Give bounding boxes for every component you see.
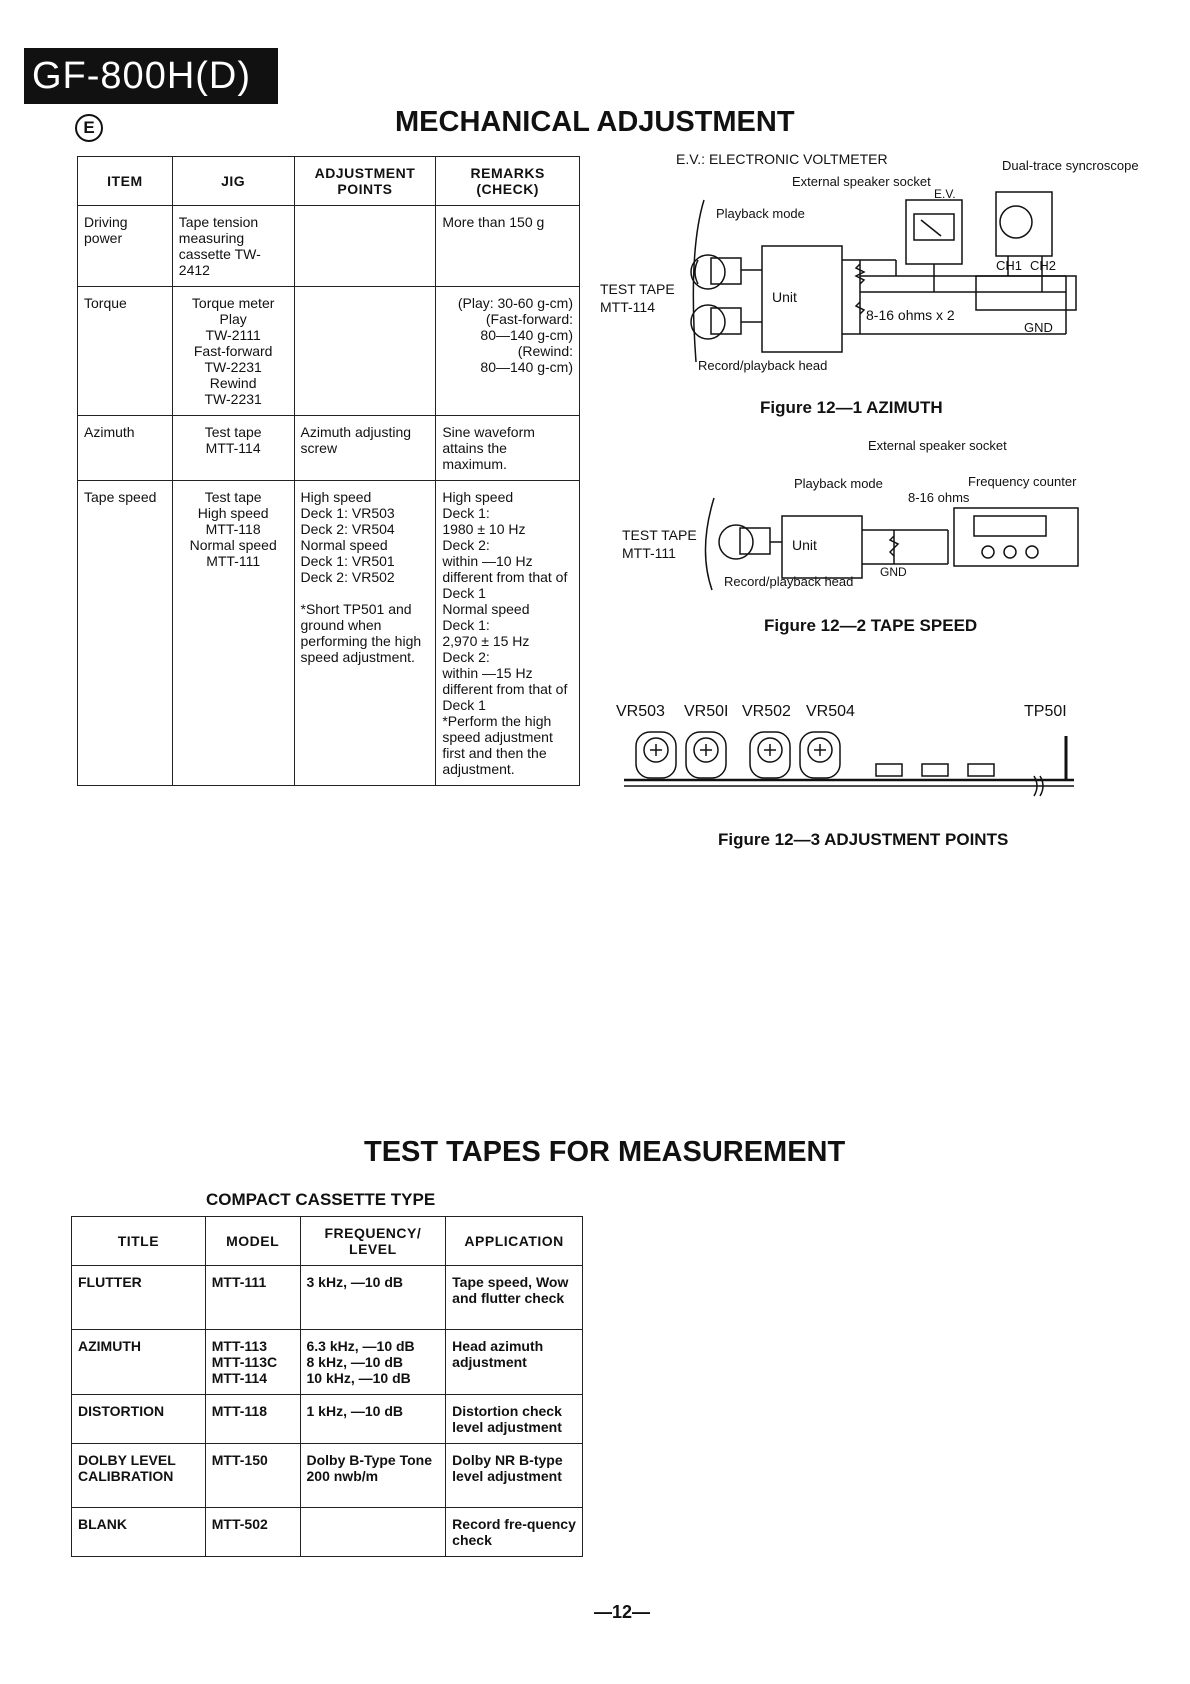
scope-box bbox=[996, 192, 1052, 256]
row-item: Azimuth bbox=[78, 416, 173, 481]
label-ch1: CH1 bbox=[996, 258, 1023, 273]
label-vr503: VR503 bbox=[616, 703, 665, 720]
row-points bbox=[294, 206, 436, 287]
label-unit: Unit bbox=[792, 537, 817, 553]
table-row bbox=[78, 416, 580, 481]
col-header-model: MODEL bbox=[205, 1217, 300, 1266]
col-header-adjustment-points: ADJUSTMENT POINTS bbox=[294, 157, 436, 206]
label-gnd: GND bbox=[880, 565, 907, 579]
row-model: MTT-502 bbox=[205, 1508, 300, 1557]
label-scope: Dual-trace syncroscope bbox=[1002, 158, 1139, 173]
label-tape-model: MTT-114 bbox=[600, 299, 655, 315]
figure-azimuth-diagram bbox=[596, 151, 1139, 392]
table-row bbox=[72, 1330, 583, 1395]
label-ohms: 8-16 ohms x 2 bbox=[866, 307, 955, 323]
row-application: Record fre-quency check bbox=[446, 1508, 583, 1557]
caption-figure-12-3: Figure 12—3 ADJUSTMENT POINTS bbox=[718, 830, 1009, 849]
row-application: Distortion check level adjustment bbox=[446, 1395, 583, 1444]
table-row bbox=[78, 481, 580, 786]
trimmer-vr504 bbox=[800, 732, 840, 778]
row-jig: Test tape MTT-114 bbox=[172, 416, 294, 481]
figure-adjustment-points-diagram bbox=[614, 696, 1084, 806]
label-ev: E.V. bbox=[934, 187, 956, 201]
test-tapes-table bbox=[71, 1216, 583, 1557]
table-header-row bbox=[72, 1217, 583, 1266]
label-ch2: CH2 bbox=[1030, 258, 1057, 273]
col-header-frequency: FREQUENCY/ LEVEL bbox=[300, 1217, 446, 1266]
row-frequency: 1 kHz, —10 dB bbox=[300, 1395, 446, 1444]
row-jig: Tape tension measuring cassette TW-2412 bbox=[172, 206, 294, 287]
label-ext-speaker: External speaker socket bbox=[868, 438, 1007, 453]
row-frequency bbox=[300, 1508, 446, 1557]
mechanical-adjustment-title: MECHANICAL ADJUSTMENT bbox=[395, 106, 795, 138]
page-number: —12— bbox=[594, 1602, 651, 1622]
model-badge: GF-800H(D) bbox=[24, 48, 278, 104]
row-item: Tape speed bbox=[78, 481, 173, 786]
table-row bbox=[78, 287, 580, 416]
row-remarks: High speed Deck 1: 1980 ± 10 Hz Deck 2: within —10 Hz different from that of Deck 1 Normal speed Deck 1: 2,970 ± 15 Hz Deck 2: within —15 Hz different from that of Deck 1 *Perform the high speed adjustment first and then the adjustment. bbox=[436, 481, 580, 786]
label-vr504: VR504 bbox=[806, 703, 855, 720]
col-header-title: TITLE bbox=[72, 1217, 206, 1266]
row-frequency: Dolby B-Type Tone 200 nwb/m bbox=[300, 1444, 446, 1508]
label-ohms: 8-16 ohms bbox=[908, 490, 970, 505]
row-item: Torque bbox=[78, 287, 173, 416]
table-row bbox=[78, 206, 580, 287]
caption-figure-12-2: Figure 12—2 TAPE SPEED bbox=[764, 616, 978, 635]
row-remarks: (Play: 30-60 g-cm) (Fast-forward: 80—140 g-cm) (Rewind: 80—140 g-cm) bbox=[436, 287, 580, 416]
row-title: DOLBY LEVEL CALIBRATION bbox=[72, 1444, 206, 1508]
label-tape-model: MTT-111 bbox=[622, 545, 676, 561]
row-application: Dolby NR B-type level adjustment bbox=[446, 1444, 583, 1508]
row-frequency: 6.3 kHz, —10 dB 8 kHz, —10 dB 10 kHz, —10 dB bbox=[300, 1330, 446, 1395]
table-row bbox=[72, 1444, 583, 1508]
label-test-tape: TEST TAPE bbox=[600, 281, 675, 297]
col-header-application: APPLICATION bbox=[446, 1217, 583, 1266]
row-application: Tape speed, Wow and flutter check bbox=[446, 1266, 583, 1330]
trimmer-vr501 bbox=[686, 732, 726, 778]
trimmer-vr503 bbox=[636, 732, 676, 778]
label-test-tape: TEST TAPE bbox=[622, 527, 697, 543]
row-title: AZIMUTH bbox=[72, 1330, 206, 1395]
row-remarks: Sine waveform attains the maximum. bbox=[436, 416, 580, 481]
row-title: FLUTTER bbox=[72, 1266, 206, 1330]
table-row bbox=[72, 1266, 583, 1330]
test-tapes-title: TEST TAPES FOR MEASUREMENT bbox=[364, 1136, 846, 1168]
label-tp501: TP50I bbox=[1024, 703, 1067, 720]
table-row bbox=[72, 1508, 583, 1557]
label-head: Record/playback head bbox=[698, 358, 828, 373]
row-jig: Test tape High speed MTT-118 Normal speed MTT-111 bbox=[172, 481, 294, 786]
row-title: DISTORTION bbox=[72, 1395, 206, 1444]
figure-tape-speed-diagram bbox=[618, 440, 1088, 610]
label-playback: Playback mode bbox=[794, 476, 883, 491]
label-vr501: VR50I bbox=[684, 703, 729, 720]
label-gnd: GND bbox=[1024, 320, 1053, 335]
row-model: MTT-118 bbox=[205, 1395, 300, 1444]
col-header-jig: JIG bbox=[172, 157, 294, 206]
label-vr502: VR502 bbox=[742, 703, 791, 720]
caption-figure-12-1: Figure 12—1 AZIMUTH bbox=[760, 398, 943, 417]
row-points: Azimuth adjusting screw bbox=[294, 416, 436, 481]
table-row bbox=[72, 1395, 583, 1444]
row-points: High speed Deck 1: VR503 Deck 2: VR504 Normal speed Deck 1: VR501 Deck 2: VR502 *Short TP501 and ground when performing the high speed adjustment. bbox=[294, 481, 436, 786]
row-model: MTT-111 bbox=[205, 1266, 300, 1330]
row-model: MTT-113 MTT-113C MTT-114 bbox=[205, 1330, 300, 1395]
row-item: Driving power bbox=[78, 206, 173, 287]
row-application: Head azimuth adjustment bbox=[446, 1330, 583, 1395]
table-header-row bbox=[78, 157, 580, 206]
row-frequency: 3 kHz, —10 dB bbox=[300, 1266, 446, 1330]
trimmer-vr502 bbox=[750, 732, 790, 778]
test-tapes-subtitle: COMPACT CASSETTE TYPE bbox=[206, 1190, 436, 1209]
label-unit: Unit bbox=[772, 289, 797, 305]
label-head: Record/playback head bbox=[724, 574, 854, 589]
col-header-remarks: REMARKS (CHECK) bbox=[436, 157, 580, 206]
col-header-item: ITEM bbox=[78, 157, 173, 206]
row-remarks: More than 150 g bbox=[436, 206, 580, 287]
legend-ev: E.V.: ELECTRONIC VOLTMETER bbox=[676, 151, 888, 167]
mechanical-adjustment-table bbox=[77, 156, 580, 786]
label-freq-counter: Frequency counter bbox=[968, 474, 1077, 489]
row-jig: Torque meter Play TW-2111 Fast-forward TW-2231 Rewind TW-2231 bbox=[172, 287, 294, 416]
row-title: BLANK bbox=[72, 1508, 206, 1557]
language-mark: E bbox=[75, 114, 103, 142]
row-points bbox=[294, 287, 436, 416]
row-model: MTT-150 bbox=[205, 1444, 300, 1508]
label-playback: Playback mode bbox=[716, 206, 805, 221]
label-ext-speaker: External speaker socket bbox=[792, 174, 931, 189]
